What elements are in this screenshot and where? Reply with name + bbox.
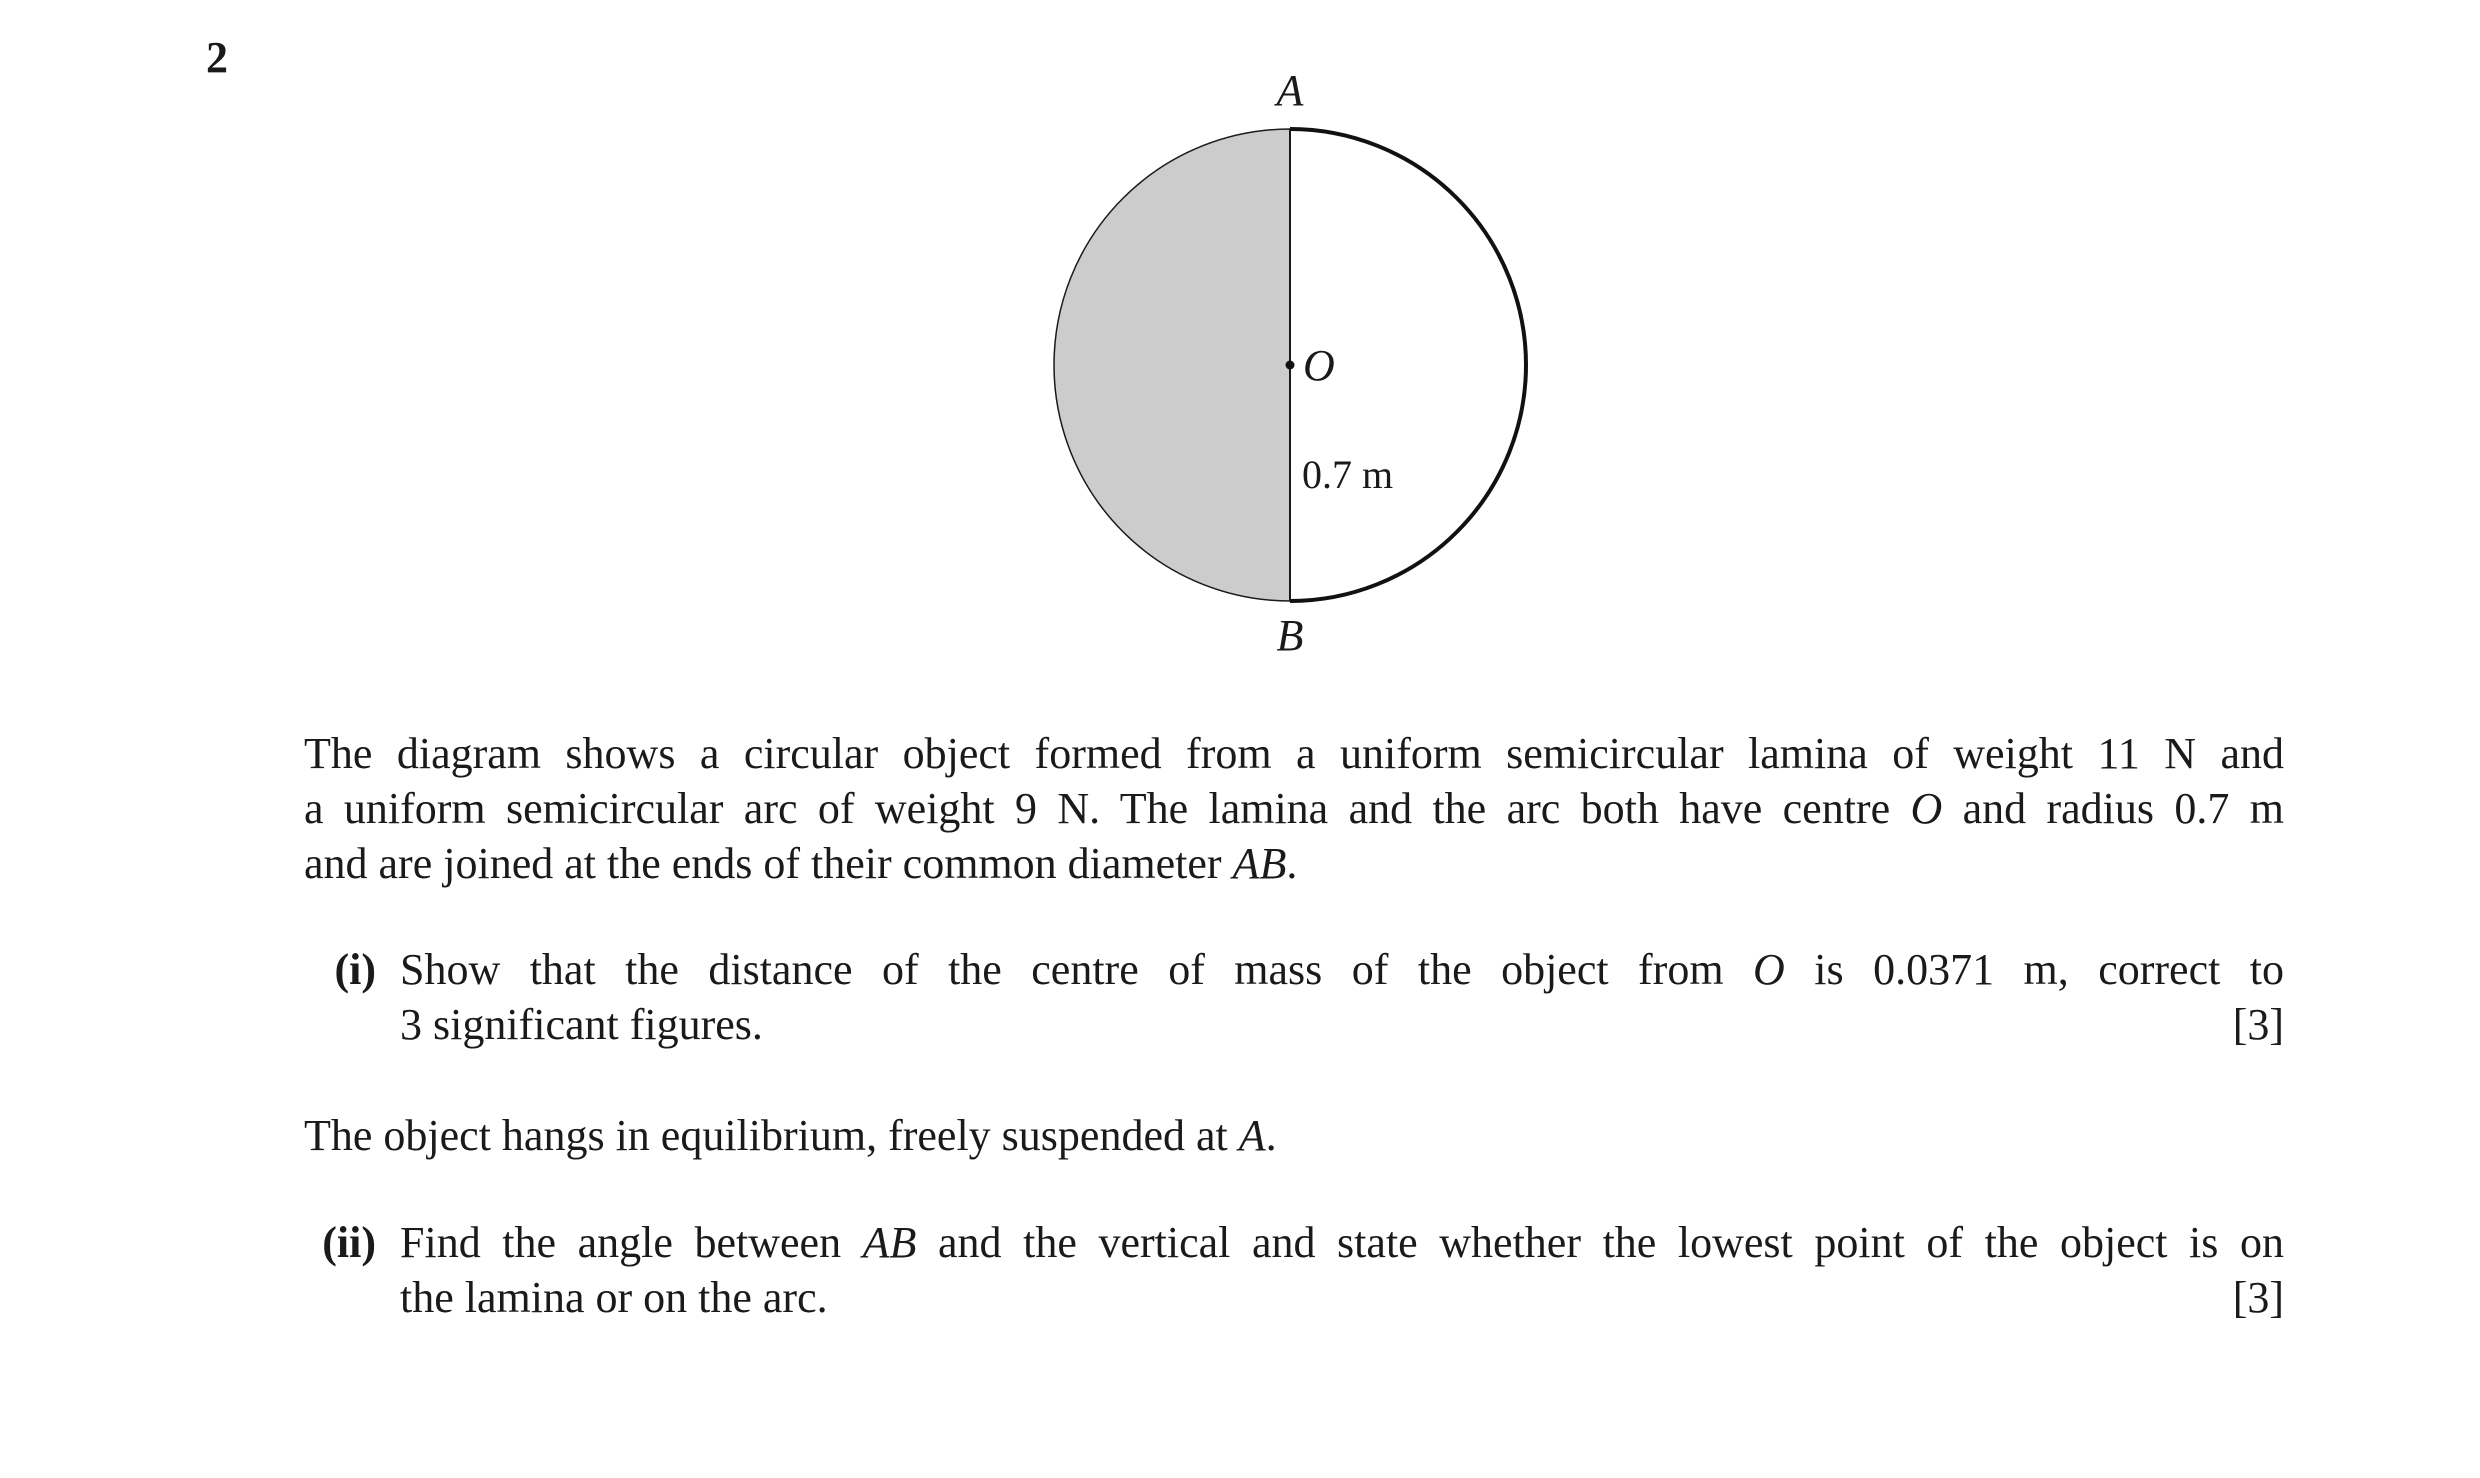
radius-label: 0.7 m [1302, 452, 1394, 497]
part-i-text: Show that the distance of the centre of mass of the object from O is 0.0371 m, correct to 3 significant figures. [3] [400, 942, 2284, 1052]
equilibrium-statement: The object hangs in equilibrium, freely suspended at A. [304, 1111, 1277, 1160]
part-ii-label: (ii) [322, 1218, 376, 1267]
intro-paragraph [304, 726, 2284, 891]
intro-line-1: The diagram shows a circular object formed from a uniform semicircular lamina of weight 11 N and [304, 729, 2284, 778]
question-number: 2 [206, 33, 228, 82]
part-ii-marks: [3] [2232, 1273, 2284, 1322]
part-ii [304, 1215, 2284, 1330]
label-A: A [1276, 66, 1304, 115]
intro-line-3: and are joined at the ends of their common diameter AB. [304, 839, 1298, 888]
part-i-label: (i) [334, 945, 376, 994]
label-O: O [1303, 341, 1335, 390]
intro-line-2: a uniform semicircular arc of weight 9 N. The lamina and the arc both have centre O and radius 0.7 m [304, 784, 2284, 833]
centre-point-O [1286, 361, 1295, 370]
part-i-marks: [3] [2232, 1000, 2284, 1049]
part-ii-text: Find the angle between AB and the vertical and state whether the lowest point of the object is on the lamina or on the arc. [3] [400, 1215, 2284, 1325]
label-B: B [1276, 611, 1304, 660]
circle-diagram [1030, 60, 1590, 680]
semicircular-lamina [1054, 129, 1290, 601]
part-i [304, 942, 2284, 1057]
